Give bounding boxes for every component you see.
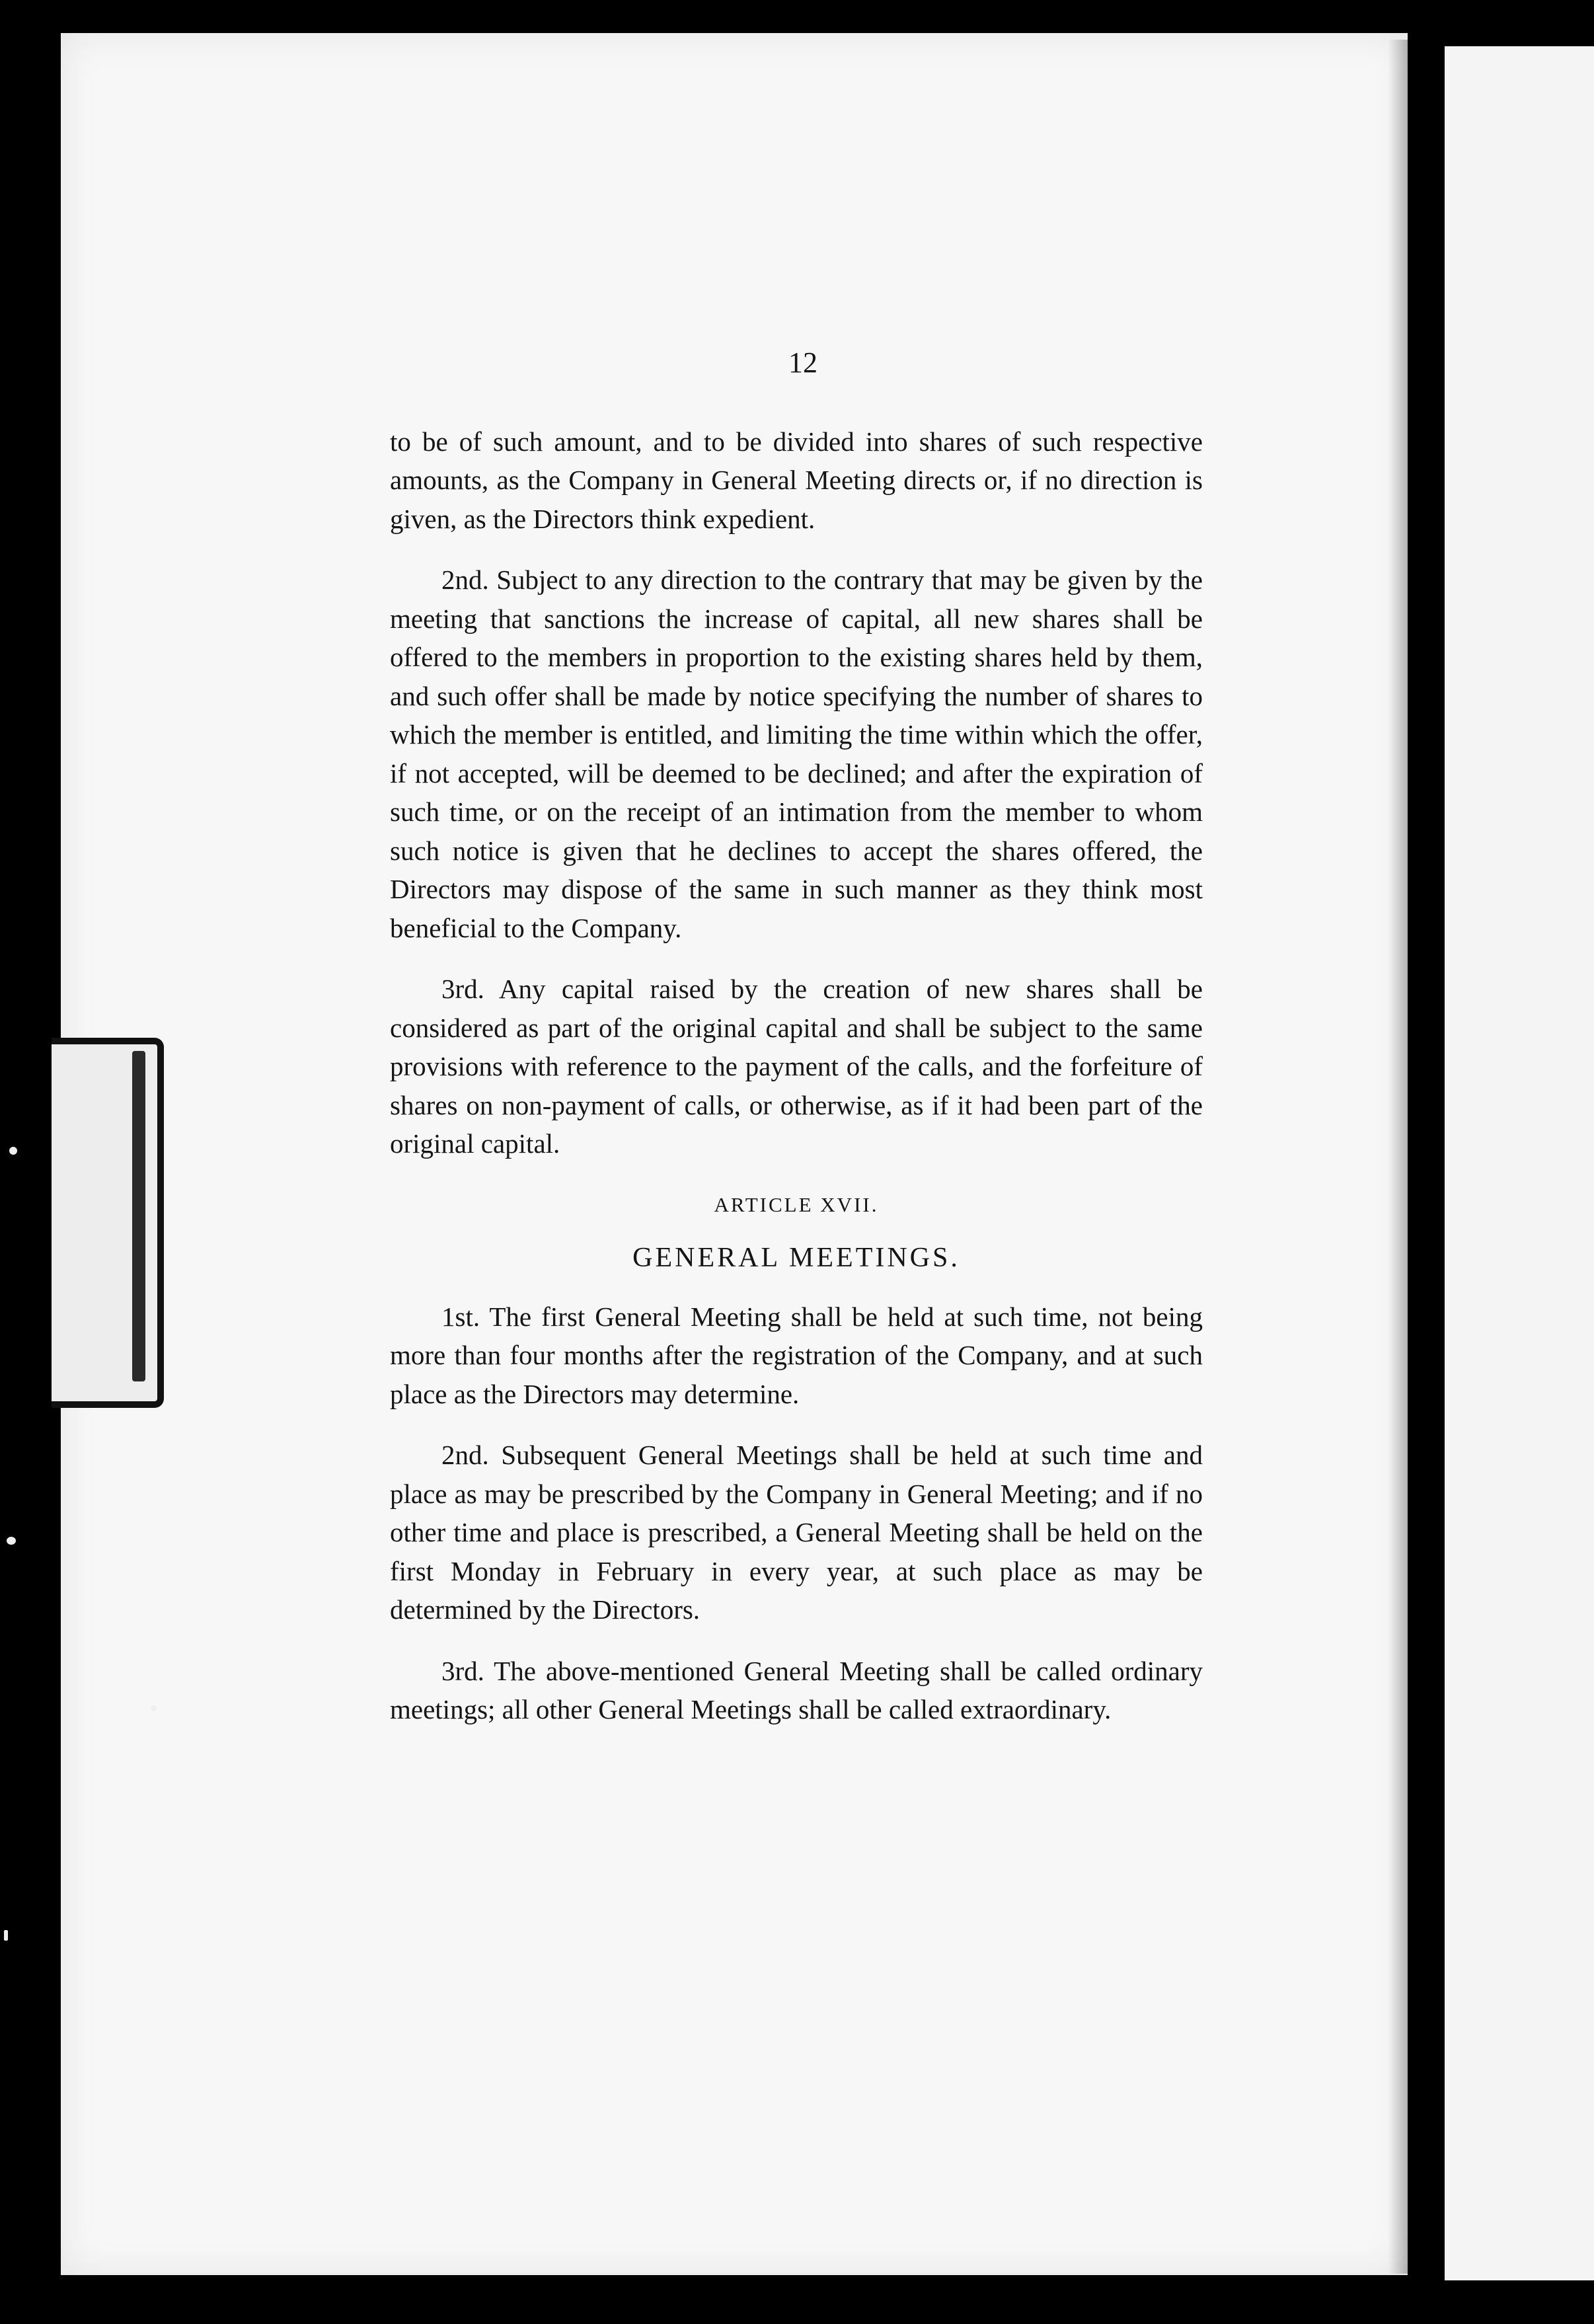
article-label: ARTICLE XVII.	[714, 1192, 879, 1216]
scan-speck	[7, 1537, 16, 1545]
scan-speck	[151, 1705, 157, 1711]
meeting-paragraph-2nd: 2nd. Subsequent General Meetings shall be held at such time and place as may be prescribed by the Company in General Meeting; and if no other time and place is prescribed, a General Meeting shall be held on the first Monday in February in every year, at such place as may be determined by the Directors.	[390, 1440, 1203, 1625]
scan-speck	[4, 1930, 8, 1941]
body-paragraph-2nd: 2nd. Subject to any direction to the contrary that may be given by the meeting that sanctions the increase of capital, all new shares shall be offered to the members in proportion to the existing shares held by them, and such offer shall be made by notice specifying the number of shares to which the member is entitled, and limiting the time within which the offer, if not accepted, will be deemed to be declined; and after the expiration of such time, or on the receipt of an intimation from the member to whom such notice is given that he declines to accept the shares offered, the Directors may dispose of the same in such manner as they think most beneficial to the Company.	[390, 564, 1203, 943]
section-heading: GENERAL MEETINGS.	[632, 1243, 960, 1273]
scan-speck	[9, 1147, 17, 1155]
meeting-paragraph-3rd: 3rd. The above-mentioned General Meeting shall be called ordinary meetings; all other General Meetings shall be called extraordinary.	[390, 1655, 1203, 1724]
page-tab-shadow	[132, 1051, 145, 1381]
page-edge-shadow	[1388, 40, 1408, 2274]
body-paragraph-continuation: to be of such amount, and to be divided into shares of such respective amounts, as the Company in General Meeting directs or, if no direction is given, as the Directors think expedient.	[390, 426, 1203, 534]
page-text	[390, 344, 1203, 1752]
adjacent-page-edge	[1445, 46, 1594, 2280]
meeting-paragraph-1st: 1st. The first General Meeting shall be held at such time, not being more than four months after the registration of the Company, and at such place as the Directors may determine.	[390, 1301, 1203, 1409]
body-paragraph-3rd: 3rd. Any capital raised by the creation of new shares shall be considered as part of the original capital and shall be subject to the same provisions with reference to the payment of the calls, and the forfeiture of shares on non-payment of calls, or otherwise, as if it had been part of the original capital.	[390, 974, 1203, 1159]
page-number: 12	[788, 346, 817, 379]
page-tab-marker	[52, 1038, 164, 1408]
